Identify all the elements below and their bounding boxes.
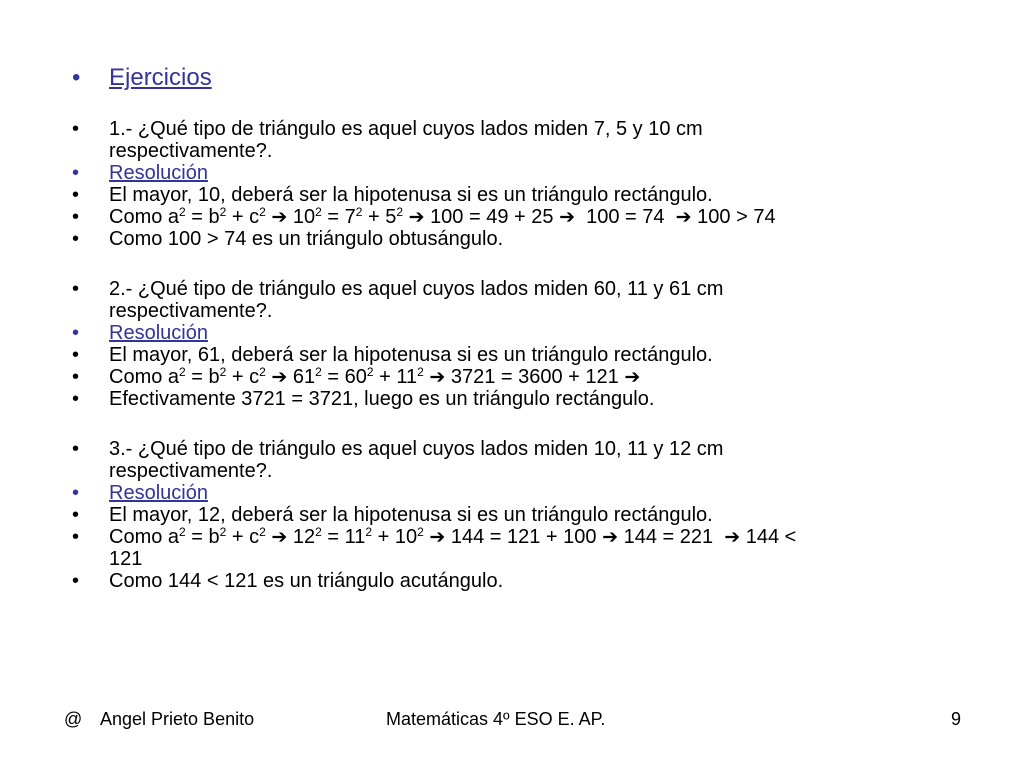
- arrow-icon: ➔: [675, 206, 692, 228]
- arrow-icon: ➔: [408, 206, 425, 228]
- exercise-3-conclusion: • Como 144 < 121 es un triángulo acutángulo.: [72, 570, 504, 592]
- arrow-icon: ➔: [271, 366, 288, 388]
- slide-heading: Ejercicios: [109, 64, 212, 91]
- resolution-label: • Resolución: [72, 162, 208, 184]
- footer-author: [64, 708, 254, 730]
- question-text: ¿Qué tipo de triángulo es aquel cuyos lados miden 10, 11 y 12 cm: [137, 438, 724, 460]
- exercise-3-formula: • Como $a^2 = b^2 + c^2$ ➔ $12^2 = 11^2 + 10^2$ ➔ 144 = 121 + 100 ➔ 144 = 221 ➔ 144 < 121: [72, 525, 797, 570]
- exercise-3-step: • El mayor, 12, deberá ser la hipotenusa si es un triángulo rectángulo.: [72, 504, 713, 526]
- exercise-1-conclusion: • Como 100 > 74 es un triángulo obtusángulo.: [72, 228, 504, 250]
- bullet-icon: •: [72, 278, 80, 300]
- exercise-2-conclusion: • Efectivamente 3721 = 3721, luego es un triángulo rectángulo.: [72, 388, 655, 410]
- question-text-cont: respectivamente?.: [109, 300, 273, 322]
- bullet-icon: •: [72, 482, 80, 504]
- bullet-icon: •: [72, 64, 81, 91]
- arrow-icon: ➔: [624, 366, 641, 388]
- exercise-2-question: [72, 278, 972, 322]
- exercise-1-step: • El mayor, 10, deberá ser la hipotenusa si es un triángulo rectángulo.: [72, 184, 713, 206]
- resolution-label: • Resolución: [72, 482, 208, 504]
- author-name: Angel Prieto Benito: [100, 709, 255, 729]
- arrow-icon: ➔: [271, 206, 288, 228]
- arrow-icon: ➔: [602, 526, 619, 548]
- exercise-1-formula: • Como $a^2 = b^2 + c^2$ ➔ $10^2 = 7^2 + 5^2$ ➔ 100 = 49 + 25 ➔ 100 = 74 ➔ 100 > 74: [72, 205, 776, 228]
- bullet-icon: •: [72, 206, 80, 228]
- arrow-icon: ➔: [429, 526, 446, 548]
- question-text-cont: respectivamente?.: [109, 140, 273, 162]
- exercise-2-formula: • Como $a^2 = b^2 + c^2$ ➔ $61^2 = 60^2 + 11^2$ ➔ 3721 = 3600 + 121 ➔: [72, 365, 641, 388]
- bullet-icon: •: [72, 344, 80, 366]
- bullet-icon: •: [72, 438, 80, 460]
- bullet-icon: •: [72, 162, 80, 184]
- bullet-icon: •: [72, 504, 80, 526]
- page-number: 9: [951, 709, 962, 729]
- question-text-cont: respectivamente?.: [109, 460, 273, 482]
- footer-course: Matemáticas 4º ESO E. AP.: [386, 709, 606, 729]
- exercise-3-question: [72, 438, 972, 482]
- bullet-icon: •: [72, 366, 80, 388]
- exercise-2-step: • El mayor, 61, deberá ser la hipotenusa si es un triángulo rectángulo.: [72, 344, 713, 366]
- bullet-icon: •: [72, 570, 80, 592]
- question-text: ¿Qué tipo de triángulo es aquel cuyos lados miden 60, 11 y 61 cm: [137, 278, 724, 300]
- arrow-icon: ➔: [559, 206, 575, 228]
- question-text: ¿Qué tipo de triángulo es aquel cuyos lados miden 7, 5 y 10 cm: [137, 118, 703, 140]
- bullet-icon: •: [72, 118, 80, 140]
- exercise-number: 2.-: [109, 278, 133, 300]
- arrow-icon: ➔: [271, 526, 288, 548]
- bullet-icon: •: [72, 388, 80, 410]
- exercise-1-question: [72, 118, 972, 162]
- exercise-number: 3.-: [109, 438, 133, 460]
- bullet-list: [72, 60, 972, 592]
- bullet-icon: •: [72, 526, 80, 548]
- heading-item: [72, 64, 972, 92]
- at-symbol: @: [64, 709, 83, 729]
- exercise-number: 1.-: [109, 118, 133, 140]
- bullet-icon: •: [72, 184, 80, 206]
- bullet-icon: •: [72, 228, 80, 250]
- bullet-icon: •: [72, 322, 80, 344]
- arrow-icon: ➔: [429, 366, 446, 388]
- arrow-icon: ➔: [724, 526, 741, 548]
- resolution-label: • Resolución: [72, 322, 208, 344]
